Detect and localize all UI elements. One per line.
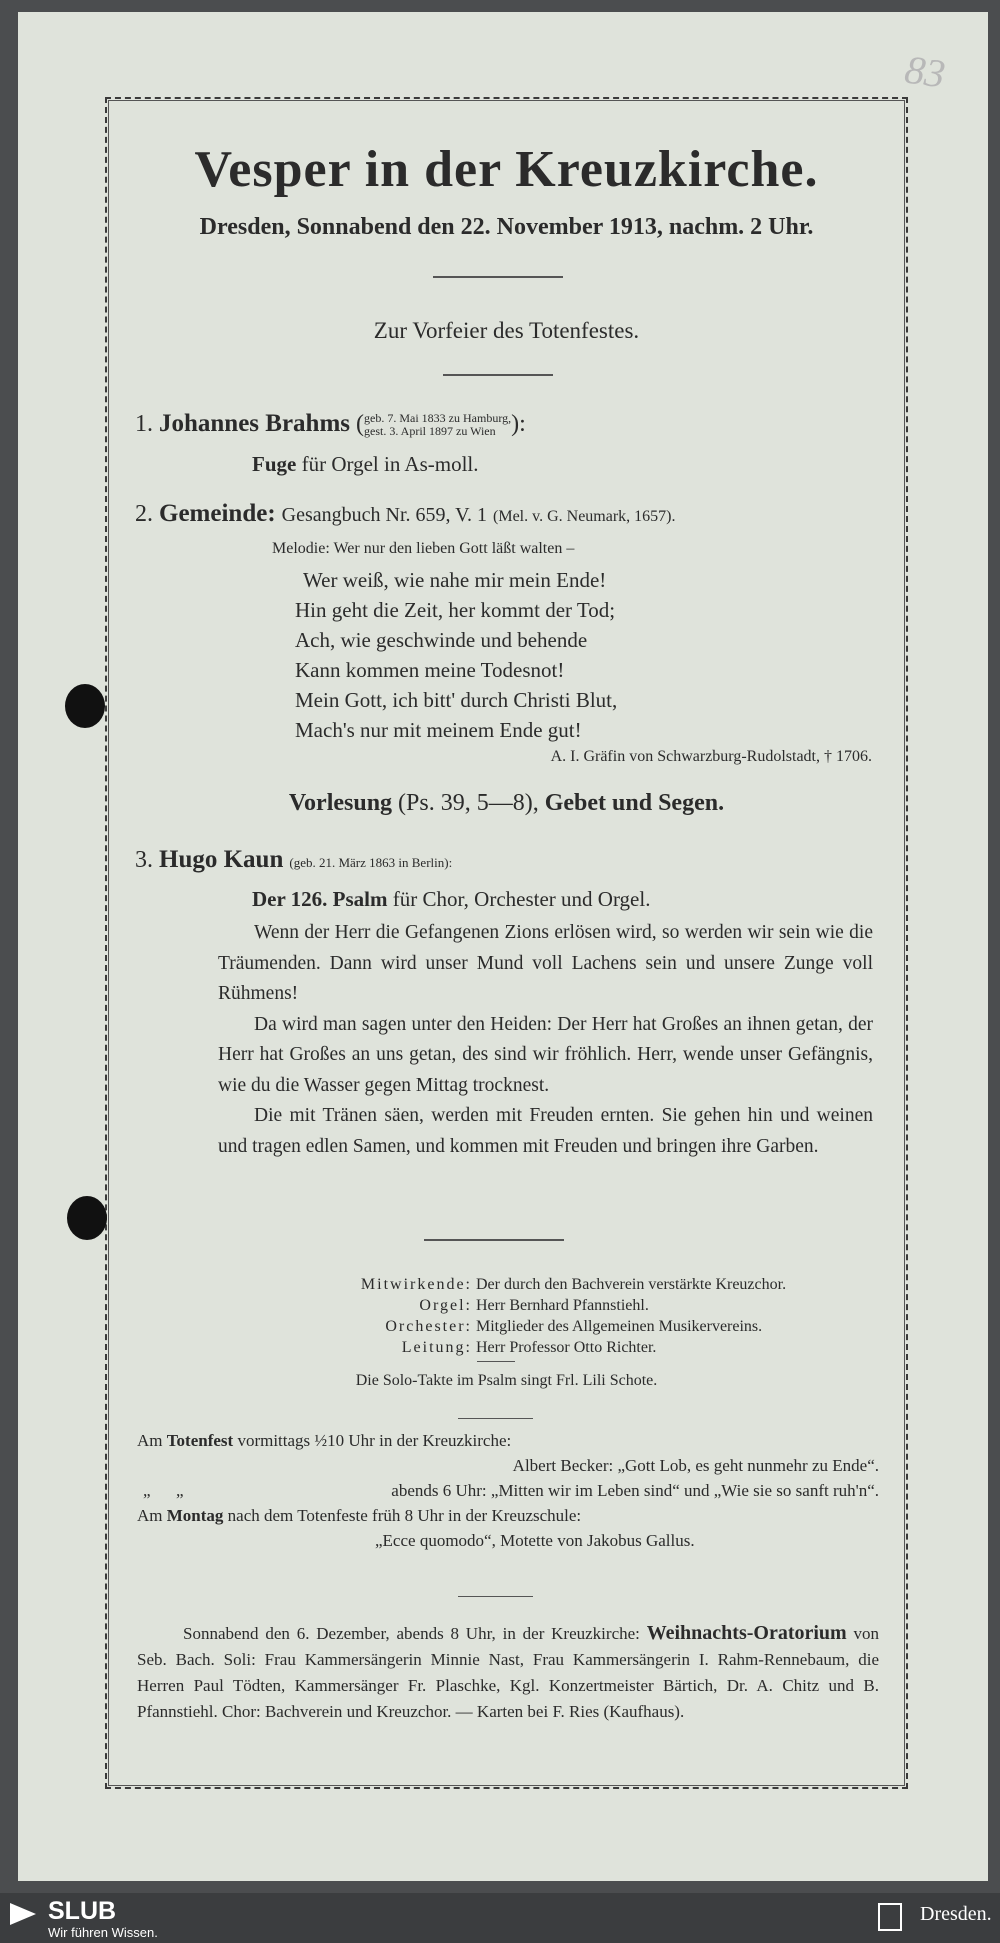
program-item-2 — [135, 500, 676, 528]
life-dates — [364, 412, 511, 438]
verse-line: Ach, wie geschwinde und behende — [295, 628, 588, 652]
hymn-ref: Gesangbuch Nr. 659, V. 1 — [281, 504, 488, 526]
credit-role: Leitung: — [401, 1339, 472, 1356]
melody-line: Melodie: Wer nur den lieben Gott läßt walten – — [272, 540, 575, 557]
item-number: 3. — [135, 847, 153, 873]
t: Am — [137, 1431, 163, 1450]
work-rest: für Chor, Orchester und Orgel. — [392, 887, 651, 911]
verse-line: Mach's nur mit meinem Ende gut! — [295, 718, 582, 742]
t: Montag — [166, 1506, 224, 1525]
verse-line: Kann kommen meine Todesnot! — [295, 658, 565, 682]
punch-hole — [65, 684, 105, 728]
divider — [477, 1361, 515, 1362]
event-title: Weihnachts-Oratorium — [646, 1622, 847, 1644]
credit-name: Herr Professor Otto Richter. — [476, 1339, 657, 1356]
credit-role: Orgel: — [419, 1297, 472, 1314]
psalm-paragraph: Da wird man sagen unter den Heiden: Der Herr hat Großes an ihnen getan, der Herr hat Großes an uns getan, des sind wir fröhlich. Herr, wende unser Gefängnis, wie du die Wasser gegen Mittag trocknest. — [218, 1013, 873, 1096]
partner-logo: Dresden. — [920, 1903, 992, 1925]
verse-line: Mein Gott, ich bitt' durch Christi Blut, — [295, 688, 618, 712]
t: Am — [137, 1506, 163, 1525]
divider — [458, 1418, 533, 1419]
credit-row — [105, 1274, 908, 1295]
birth: geb. 7. Mai 1833 zu Hamburg, — [364, 411, 512, 426]
item-number: 1. — [135, 411, 153, 437]
credit-name: Der durch den Bachverein verstärkte Kreuzchor. — [476, 1276, 787, 1293]
hymn-verse — [295, 565, 617, 745]
work-bold: Fuge — [252, 452, 297, 476]
work-rest: für Orgel in As-moll. — [301, 452, 479, 476]
program-item-3 — [135, 846, 452, 874]
t: Sonnabend den 6. Dezember, abends 8 Uhr, in der Kreuzkirche: — [183, 1624, 640, 1643]
credit-name: Mitglieder des Allgemeinen Musikervereins. — [476, 1318, 763, 1335]
t: nach dem Totenfeste früh 8 Uhr in der Kreuzschule: — [227, 1506, 582, 1525]
composer: Hugo Kaun — [159, 846, 284, 873]
brand: SLUB — [48, 1897, 117, 1925]
tagline: Wir führen Wissen. — [48, 1925, 158, 1940]
hymn-author: A. I. Gräfin von Schwarzburg-Rudolstadt, † 1706. — [550, 748, 872, 765]
note-line: Albert Becker: „Gott Lob, es geht nunmehr zu Ende“. — [512, 1456, 879, 1475]
pencil-page-number: 83 — [902, 46, 948, 97]
death: gest. 3. April 1897 zu Wien — [364, 424, 496, 439]
credit-name: Herr Bernhard Pfannstiehl. — [476, 1297, 649, 1314]
paren: ): — [511, 411, 526, 437]
life-dates: (geb. 21. März 1863 in Berlin): — [289, 855, 453, 870]
psalm-text — [218, 918, 873, 1162]
city-crest-icon — [878, 1903, 902, 1931]
note-line: „Ecce quomodo“, Motette von Jakobus Gallus. — [375, 1531, 695, 1550]
composer: Johannes Brahms — [159, 410, 351, 437]
credit-role: Mitwirkende: — [360, 1276, 472, 1293]
credit-role: Orchester: — [385, 1318, 472, 1335]
ornament-divider — [433, 276, 563, 278]
credit-row — [105, 1337, 908, 1358]
page-title: Vesper in der Kreuzkirche. — [194, 141, 819, 198]
divider — [458, 1596, 533, 1597]
credit-row — [105, 1316, 908, 1337]
ornament-divider — [443, 374, 553, 376]
item-label: Gemeinde: — [159, 500, 276, 527]
performers — [105, 1274, 908, 1358]
prayer: Gebet und Segen. — [544, 790, 725, 816]
credit-row — [105, 1295, 908, 1316]
upcoming-services — [137, 1428, 879, 1553]
t: von Seb. Bach. Soli: Frau Kammersängerin Minnie Nast, Frau Kammersängerin I. Rahm-Rennebaum, die Herren Paul Tödten, Kammersänger Fr. Plaschke, Kgl. Konzertmeister Bärtich, Dr. A. Chitz und B. Pfannstiehl. Chor: Bachverein und Kreuzchor. — Karten bei F. Ries (Kaufhaus). — [137, 1624, 880, 1721]
ornament-divider — [424, 1239, 564, 1241]
note-line — [137, 1478, 879, 1503]
note-line — [137, 1503, 879, 1528]
reading-line — [105, 790, 908, 817]
solo-note: Die Solo-Takte im Psalm singt Frl. Lili Schote. — [355, 1372, 658, 1389]
psalm-ref: (Ps. 39, 5—8), — [398, 790, 539, 816]
item-number: 2. — [135, 501, 153, 527]
program-item-1 — [135, 410, 526, 438]
reading: Vorlesung — [288, 790, 393, 816]
work-title — [252, 452, 479, 477]
work-title — [252, 887, 650, 912]
ditto: „ „ — [143, 1481, 184, 1500]
punch-hole — [67, 1196, 107, 1240]
t: abends 6 Uhr: „Mitten wir im Leben sind“ und „Wie sie so sanft ruh'n“. — [391, 1481, 879, 1500]
psalm-paragraph: Wenn der Herr die Gefangenen Zions erlösen wird, so werden wir sein wie die Träumenden. Dann wird unser Mund voll Lachens sein und unsere Zunge voll Rühmens! — [218, 922, 873, 1004]
t: Totenfest — [166, 1431, 234, 1450]
slub-logo-icon — [10, 1903, 36, 1925]
occasion: Zur Vorfeier des Totenfestes. — [373, 318, 640, 343]
work-bold: Der 126. Psalm — [252, 887, 388, 911]
t: vormittags ½10 Uhr in der Kreuzkirche: — [237, 1431, 512, 1450]
psalm-paragraph: Die mit Tränen säen, werden mit Freuden ernten. Sie gehen hin und weinen und tragen edlen Samen, und kommen mit Freuden und bringen ihre Garben. — [218, 1105, 873, 1157]
note-line — [137, 1428, 879, 1453]
announcement — [137, 1620, 879, 1725]
verse-line: Hin geht die Zeit, her kommt der Tod; — [295, 598, 616, 622]
verse-line: Wer weiß, wie nahe mir mein Ende! — [303, 568, 607, 592]
footer-bar — [0, 1893, 1000, 1943]
paren: ( — [356, 411, 365, 437]
melody-ref: (Mel. v. G. Neumark, 1657). — [493, 508, 676, 525]
subtitle: Dresden, Sonnabend den 22. November 1913, nachm. 2 Uhr. — [199, 214, 814, 240]
